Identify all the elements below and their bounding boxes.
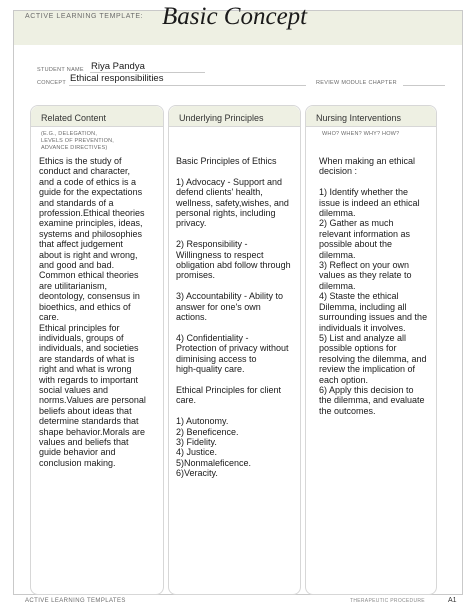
review-module-underline — [403, 85, 445, 86]
footer-left-label: ACTIVE LEARNING TEMPLATES — [25, 598, 126, 604]
nursing-interventions-column — [305, 105, 437, 595]
nursing-interventions-title: Nursing Interventions — [316, 113, 402, 123]
nursing-interventions-subtitle: WHO? WHEN? WHY? HOW? — [322, 131, 400, 137]
underlying-principles-column — [168, 105, 301, 595]
page-title: Basic Concept — [162, 3, 308, 30]
related-content-header — [31, 106, 163, 127]
concept-underline — [69, 85, 306, 86]
footer-right-label: THERAPEUTIC PROCEDURE — [350, 598, 425, 604]
related-content-body: Ethics is the study of conduct and character, and a code of ethics is a guide for the expectations and standards of a profession.Ethical theories examine principles, ideas, systems and philosophies that affect judgement about is right and wrong, and good and bad. Common ethical theories are utilitarianism, deontology, consensus in bioethics, and ethics of care. Ethical principles for individuals, groups of individuals, and societies are standards of what is right and what is wrong with regards to important social values and norms.Values are personal beliefs about ideas that determine standards that shape behavior.Morals are values and beliefs that guide behavior and conclusion making. — [39, 156, 146, 468]
underlying-principles-title: Underlying Principles — [179, 113, 264, 123]
concept-label: CONCEPT — [37, 80, 66, 86]
related-content-subtitle: (E.G., DELEGATION, LEVELS OF PREVENTION, ADVANCE DIRECTIVES) — [41, 131, 114, 151]
template-label: ACTIVE LEARNING TEMPLATE: — [25, 13, 144, 20]
underlying-principles-body: Basic Principles of Ethics 1) Advocacy - Support and defend clients' health, wellness, safety,wishes, and personal rights, including privacy. 2) Responsibility - Willingness to respect obligation abd follow through promises. 3) Accountability - Ability to answer for one's own actions. 4) Confidentiality - Protection of privacy without diminising access to high-quality care. Ethical Principles for client care. 1) Autonomy. 2) Beneficence. 3) Fidelity. 4) Justice. 5)Nonmaleficence. 6)Veracity. — [176, 156, 291, 479]
related-content-title: Related Content — [41, 113, 107, 123]
nursing-interventions-header — [306, 106, 436, 127]
underlying-principles-header — [169, 106, 300, 127]
review-module-label: REVIEW MODULE CHAPTER — [316, 80, 397, 86]
student-name-field[interactable]: Riya Pandya — [91, 61, 145, 72]
related-content-column — [30, 105, 164, 595]
student-name-label: STUDENT NAME — [37, 67, 84, 73]
footer-page-number: A1 — [448, 597, 457, 604]
nursing-interventions-body: When making an ethical decision : 1) Identify whether the issue is indeed an ethical dilemma. 2) Gather as much relevant information as possible about the dilemma. 3) Reflect on your own values as they relate to dilemma. 4) Staste the ethical Dilemma, including all surrounding issues and the individuals it involves. 5) List and analyze all possible options for resolving the dilemma, and review the implication of each option. 6) Apply this decision to the dilemma, and evaluate the outcomes. — [319, 156, 428, 416]
concept-field[interactable]: Ethical responsibilities — [70, 73, 164, 84]
